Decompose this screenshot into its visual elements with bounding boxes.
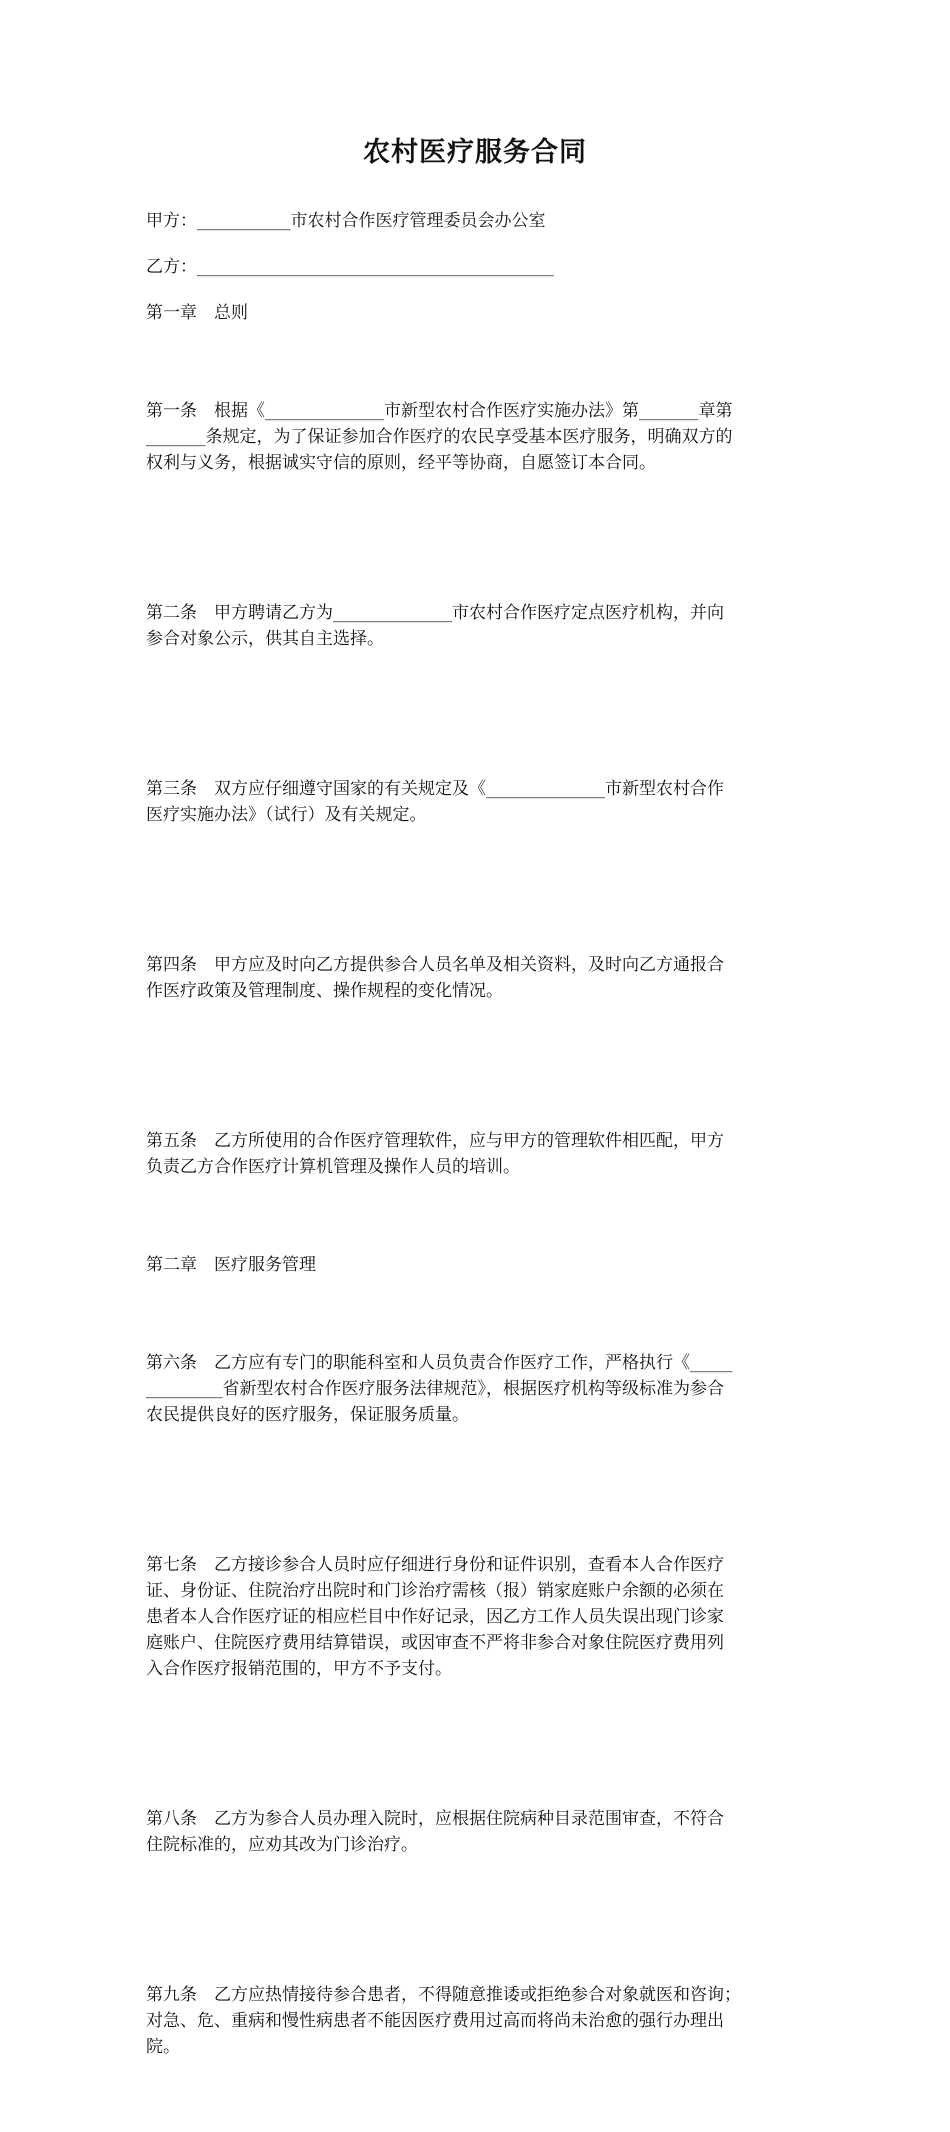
party-b-line: 乙方：__________________________________________ [146,257,554,277]
article-7 [146,1500,806,1734]
article-line: 对急、危、重病和慢性病患者不能因医疗费用过高而将尚未治愈的强行办理出 [146,2011,724,2031]
article-5 [146,1076,806,1232]
article-1 [146,346,806,528]
article-line: 权利与义务，根据诚实守信的原则，经平等协商，自愿签订本合同。 [146,453,656,473]
article-line: 院。 [146,2037,180,2057]
article-line: 负责乙方合作医疗计算机管理及操作人员的培训。 [146,1157,520,1177]
article-line: 医疗实施办法》（试行）及有关规定。 [146,805,427,825]
article-3 [146,724,806,880]
article-line: 第一条 根据《______________市新型农村合作医疗实施办法》第_______章第 [146,401,733,421]
article-line: 庭账户、住院医疗费用结算错误，或因审查不严将非参合对象住院医疗费用列 [146,1633,724,1653]
article-2 [146,548,806,704]
contract-title: 农村医疗服务合同 [363,137,587,168]
article-line: 第六条 乙方应有专门的职能科室和人员负责合作医疗工作，严格执行《_____ [146,1353,733,1373]
article-line: 第八条 乙方为参合人员办理入院时，应根据住院病种目录范围审查，不符合 [146,1809,724,1829]
article-line: 第四条 甲方应及时向乙方提供参合人员名单及相关资料，及时向乙方通报合 [146,955,724,975]
article-line: 证、身份证、住院治疗出院时和门诊治疗需核（报）销家庭账户余额的必须在 [146,1581,724,1601]
article-line: 参合对象公示，供其自主选择。 [146,629,384,649]
article-line: 第三条 双方应仔细遵守国家的有关规定及《______________市新型农村合作 [146,779,724,799]
article-line: 第五条 乙方所使用的合作医疗管理软件，应与甲方的管理软件相匹配，甲方 [146,1131,724,1151]
article-line: _________省新型农村合作医疗服务法律规范》，根据医疗机构等级标准为参合 [146,1379,724,1399]
article-8 [146,1754,806,1910]
article-6 [146,1298,806,1480]
article-line: 第九条 乙方应热情接待参合患者，不得随意推诿或拒绝参合对象就医和咨询； [146,1985,741,2005]
article-line: 入合作医疗报销范围的，甲方不予支付。 [146,1659,452,1679]
article-line: _______条规定，为了保证参加合作医疗的农民享受基本医疗服务，明确双方的 [146,427,733,447]
article-line: 第七条 乙方接诊参合人员时应仔细进行身份和证件识别，查看本人合作医疗 [146,1555,724,1575]
article-line: 第二条 甲方聘请乙方为______________市农村合作医疗定点医疗机构，并向 [146,603,724,623]
party-a-line: 甲方：___________市农村合作医疗管理委员会办公室 [146,211,546,231]
article-line: 患者本人合作医疗证的相应栏目中作好记录，因乙方工作人员失误出现门诊家 [146,1607,724,1627]
article-4 [146,900,806,1056]
article-line: 作医疗政策及管理制度、操作规程的变化情况。 [146,981,503,1001]
chapter-heading: 第一章 总则 [146,303,248,323]
chapter-heading: 第二章 医疗服务管理 [146,1255,316,1275]
contract-body [146,208,806,2132]
article-9 [146,1930,806,2112]
article-line: 住院标准的，应劝其改为门诊治疗。 [146,1835,418,1855]
article-line: 农民提供良好的医疗服务，保证服务质量。 [146,1405,469,1425]
